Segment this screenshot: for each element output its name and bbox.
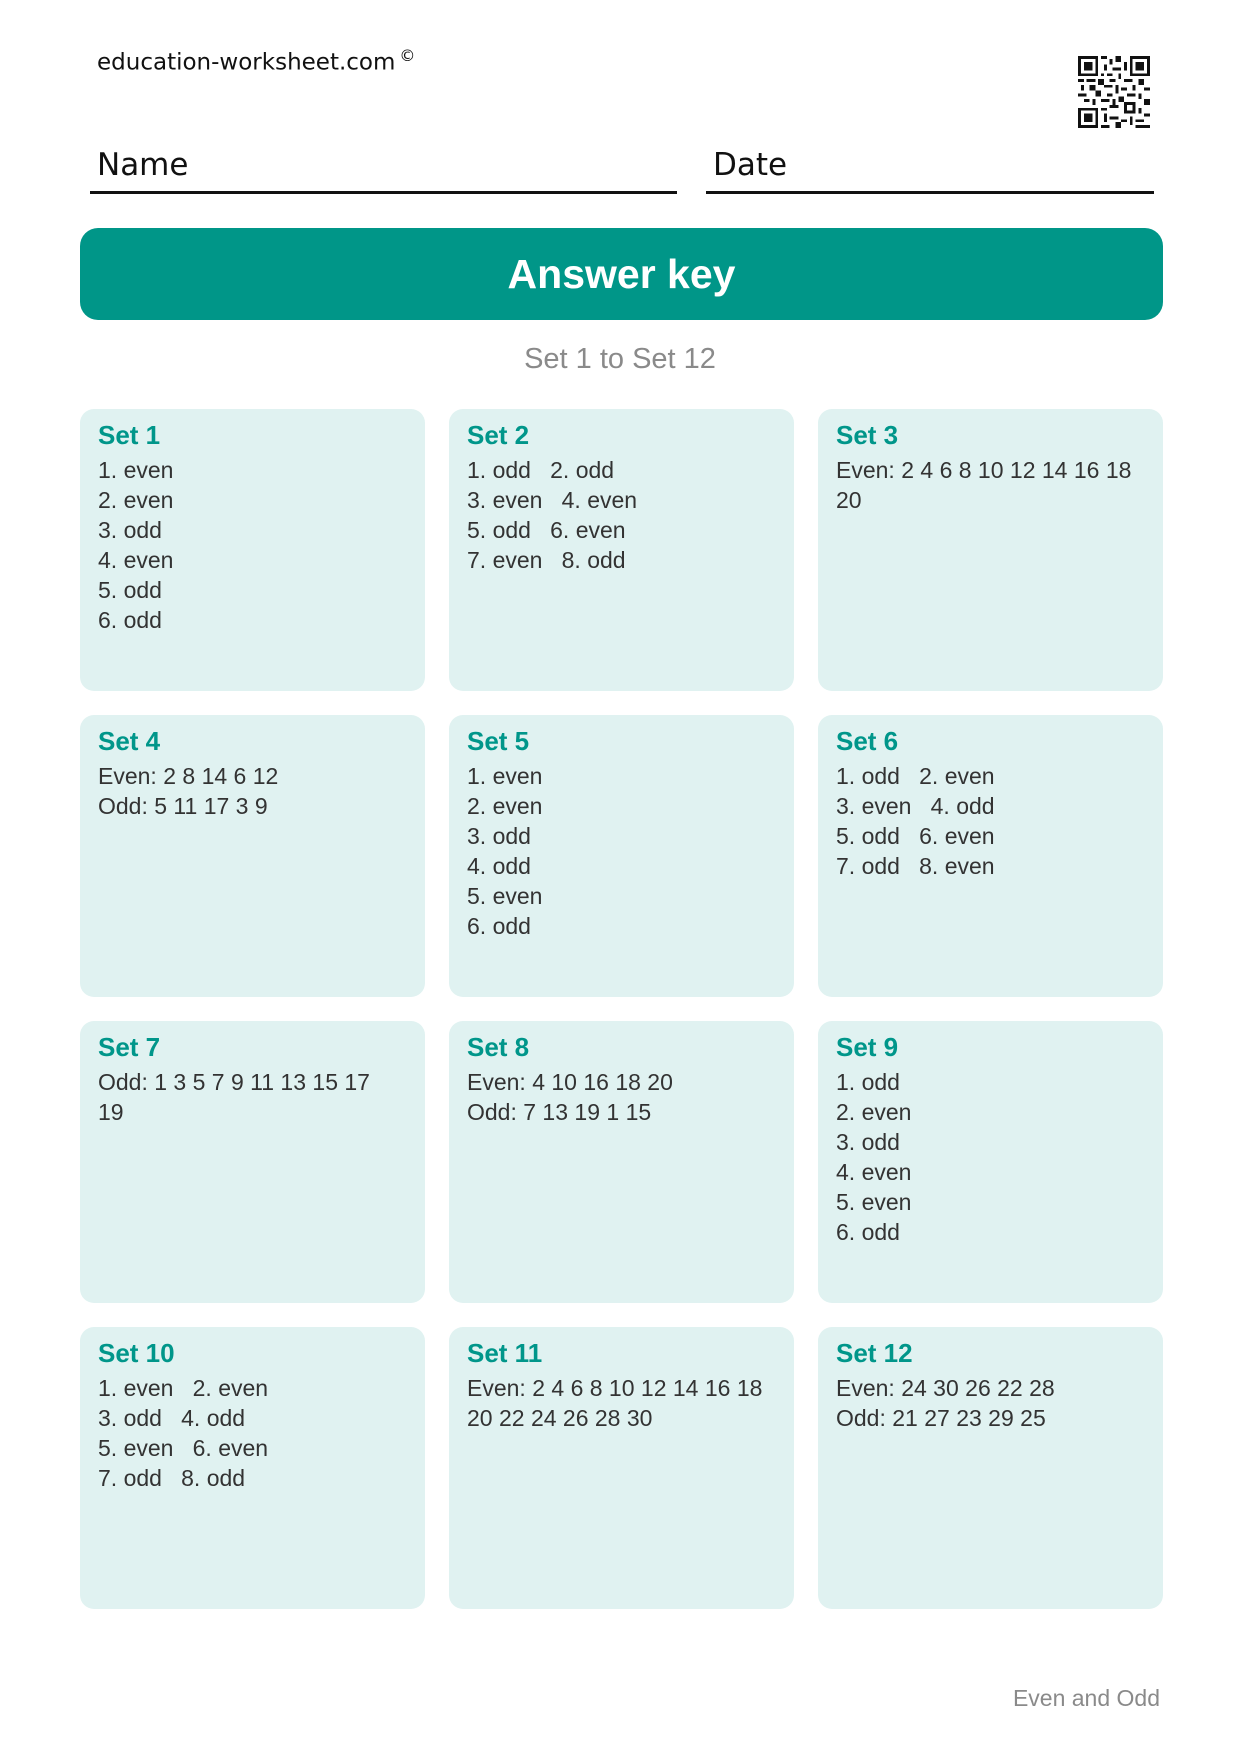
answer-line: 3. even 4. even <box>467 487 638 513</box>
footer-topic: Even and Odd <box>1012 1685 1160 1711</box>
answer-line: 2. even <box>98 487 174 513</box>
set-title: Set 7 <box>98 1032 161 1062</box>
answer-line: Odd: 5 11 17 3 9 <box>98 793 268 819</box>
answer-line: 5. even 6. even <box>98 1435 269 1461</box>
answer-line: 5. odd <box>98 577 162 603</box>
site-name <box>97 46 415 76</box>
set-title: Set 5 <box>467 726 530 756</box>
answer-line: 6. odd <box>98 607 162 633</box>
answer-line: Odd: 21 27 23 29 25 <box>836 1405 1046 1431</box>
set-card <box>80 1327 425 1609</box>
set-title: Set 8 <box>467 1032 530 1062</box>
answer-line: 4. odd <box>467 853 531 879</box>
set-card <box>449 1021 794 1303</box>
answer-line: 4. even <box>98 547 174 573</box>
set-title: Set 4 <box>98 726 161 756</box>
answer-line: Odd: 1 3 5 7 9 11 13 15 17 <box>98 1069 370 1095</box>
answer-line: 1. odd 2. even <box>836 763 995 789</box>
set-card <box>80 1021 425 1303</box>
answer-line: 19 <box>98 1099 124 1125</box>
set-card <box>80 715 425 997</box>
set-card <box>449 715 794 997</box>
set-title: Set 2 <box>467 420 530 450</box>
answer-line: 3. odd <box>98 517 162 543</box>
answer-line: 1. even 2. even <box>98 1375 269 1401</box>
set-title: Set 9 <box>836 1032 899 1062</box>
set-title: Set 11 <box>467 1338 543 1368</box>
answer-line: 1. odd <box>836 1069 900 1095</box>
answer-line: 20 <box>836 487 862 513</box>
answer-line: Even: 2 8 14 6 12 <box>98 763 279 789</box>
answer-line: Even: 2 4 6 8 10 12 14 16 18 <box>836 457 1132 483</box>
answer-line: Even: 2 4 6 8 10 12 14 16 18 <box>467 1375 763 1401</box>
page-subtitle: Set 1 to Set 12 <box>524 343 716 375</box>
answer-line: 7. odd 8. even <box>836 853 995 879</box>
set-card <box>818 715 1163 997</box>
sets-grid <box>80 409 1163 1609</box>
set-title: Set 3 <box>836 420 899 450</box>
set-card <box>449 1327 794 1609</box>
set-title: Set 10 <box>98 1338 175 1368</box>
answer-line: 3. odd <box>467 823 531 849</box>
site-text: education-worksheet.com <box>97 49 396 76</box>
name-field[interactable] <box>90 140 677 194</box>
qr-code-icon <box>1078 56 1150 128</box>
answer-line: 3. even 4. odd <box>836 793 995 819</box>
set-title: Set 12 <box>836 1338 913 1368</box>
set-card <box>818 1021 1163 1303</box>
answer-line: 3. odd 4. odd <box>98 1405 246 1431</box>
date-field[interactable] <box>706 140 1154 194</box>
answer-line: Odd: 7 13 19 1 15 <box>467 1099 652 1125</box>
set-title: Set 6 <box>836 726 899 756</box>
answer-line: 1. odd 2. odd <box>467 457 615 483</box>
answer-line: 5. odd 6. even <box>467 517 626 543</box>
answer-line: 5. even <box>467 883 543 909</box>
answer-key-banner <box>80 228 1163 320</box>
answer-line: Even: 24 30 26 22 28 <box>836 1375 1055 1401</box>
answer-line: 7. odd 8. odd <box>98 1465 246 1491</box>
answer-line: 2. even <box>836 1099 912 1125</box>
answer-line: 4. even <box>836 1159 912 1185</box>
name-label: Name <box>97 147 189 183</box>
answer-line: 6. odd <box>836 1219 900 1245</box>
answer-line: 2. even <box>467 793 543 819</box>
date-label: Date <box>713 147 788 183</box>
answer-line: 3. odd <box>836 1129 900 1155</box>
answer-line: 5. odd 6. even <box>836 823 995 849</box>
answer-line: 1. even <box>98 457 174 483</box>
answer-line: 20 22 24 26 28 30 <box>467 1405 653 1431</box>
answer-line: 7. even 8. odd <box>467 547 626 573</box>
set-card <box>818 1327 1163 1609</box>
banner-title: Answer key <box>507 250 736 297</box>
copyright-symbol: © <box>399 46 416 65</box>
set-card <box>818 409 1163 691</box>
answer-line: 6. odd <box>467 913 531 939</box>
set-title: Set 1 <box>98 420 161 450</box>
set-card <box>80 409 425 691</box>
answer-line: Even: 4 10 16 18 20 <box>467 1069 673 1095</box>
answer-line: 1. even <box>467 763 543 789</box>
answer-line: 5. even <box>836 1189 912 1215</box>
set-card <box>449 409 794 691</box>
